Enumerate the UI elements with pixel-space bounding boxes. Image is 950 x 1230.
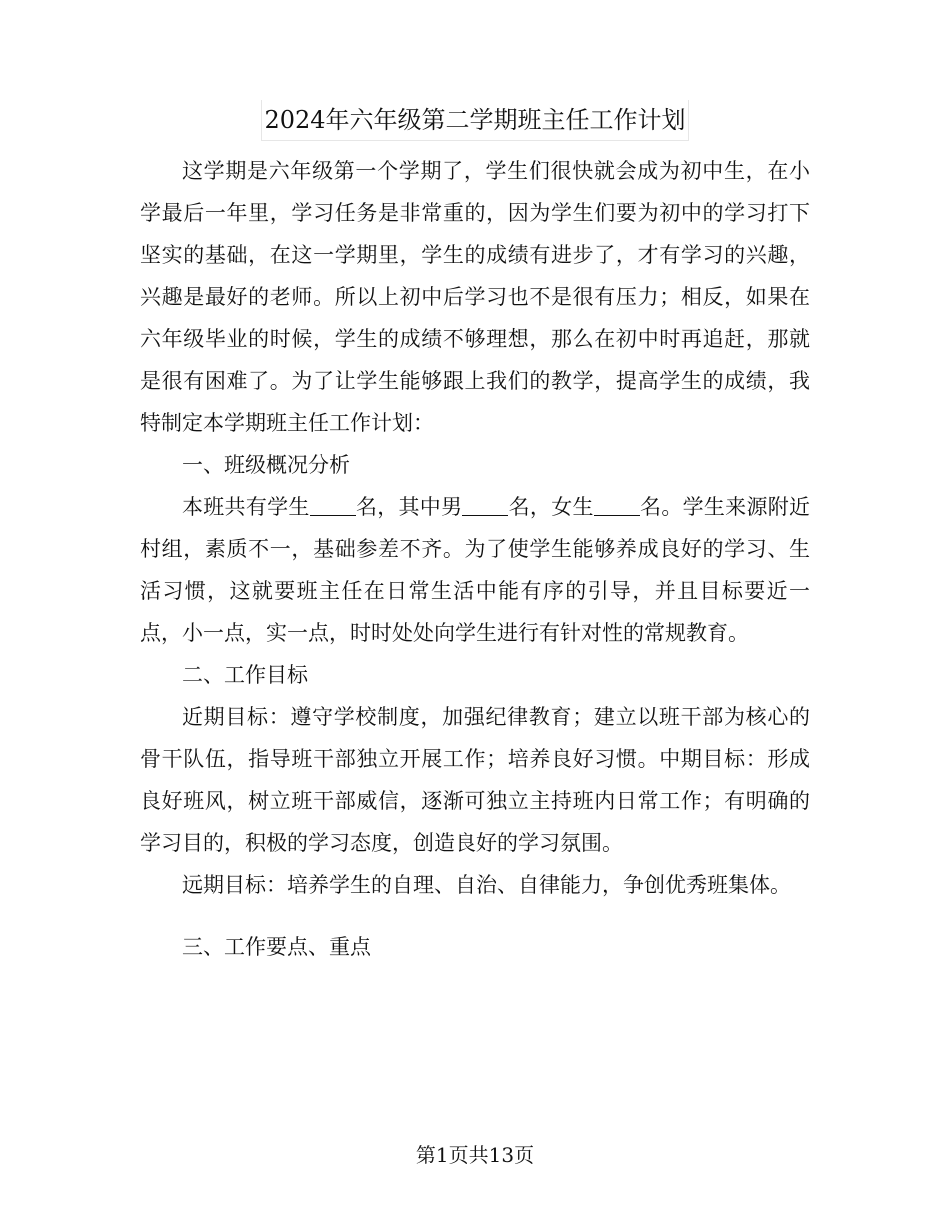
male-count-blank (462, 494, 508, 516)
class-overview-text-b: 名，其中男 (355, 495, 463, 519)
female-count-blank (594, 494, 640, 516)
document-title (0, 100, 950, 141)
section-heading-key-points: 三、工作要点、重点 (182, 935, 371, 959)
student-count-blank (310, 494, 356, 516)
goals-paragraph-near-mid: 近期目标：遵守学校制度，加强纪律教育；建立以班干部为核心的骨干队伍，指导班干部独立开展工作；培养良好习惯。中期目标：形成良好班风，树立班干部威信，逐渐可独立主持班内日常工作；有明确的学习目的，积极的学习态度，创造良好的学习氛围。 (140, 705, 810, 855)
goals-paragraph-long-term: 远期目标：培养学生的自理、自治、自律能力，争创优秀班集体。 (182, 873, 791, 897)
class-overview-text-d: 名。学生来源附近村组，素质不一，基础参差不齐。为了使学生能够养成良好的学习、生活习惯，这就要班主任在日常生活中能有序的引导，并且目标要近一点，小一点，实一点，时时处处向学生进行有针对性的常规教育。 (140, 495, 811, 645)
document-body (140, 150, 810, 968)
page-number-footer: 第1页共13页 (415, 1143, 535, 1167)
class-overview-paragraph (140, 486, 810, 654)
class-overview-text-a: 本班共有学生 (182, 495, 310, 519)
document-title-text: 2024年六年级第二学期班主任工作计划 (261, 100, 688, 141)
intro-paragraph: 这学期是六年级第一个学期了，学生们很快就会成为初中生，在小学最后一年里，学习任务是非常重的，因为学生们要为初中的学习打下坚实的基础，在这一学期里，学生的成绩有进步了，才有学习的兴趣，兴趣是最好的老师。所以上初中后学习也不是很有压力；相反，如果在六年级毕业的时候，学生的成绩不够理想，那么在初中时再追赶，那就是很有困难了。为了让学生能够跟上我们的教学，提高学生的成绩，我特制定本学期班主任工作计划： (140, 159, 810, 435)
section-heading-work-goals: 二、工作目标 (182, 663, 308, 687)
section-heading-class-overview: 一、班级概况分析 (182, 453, 350, 477)
class-overview-text-c: 名，女生 (508, 495, 594, 519)
